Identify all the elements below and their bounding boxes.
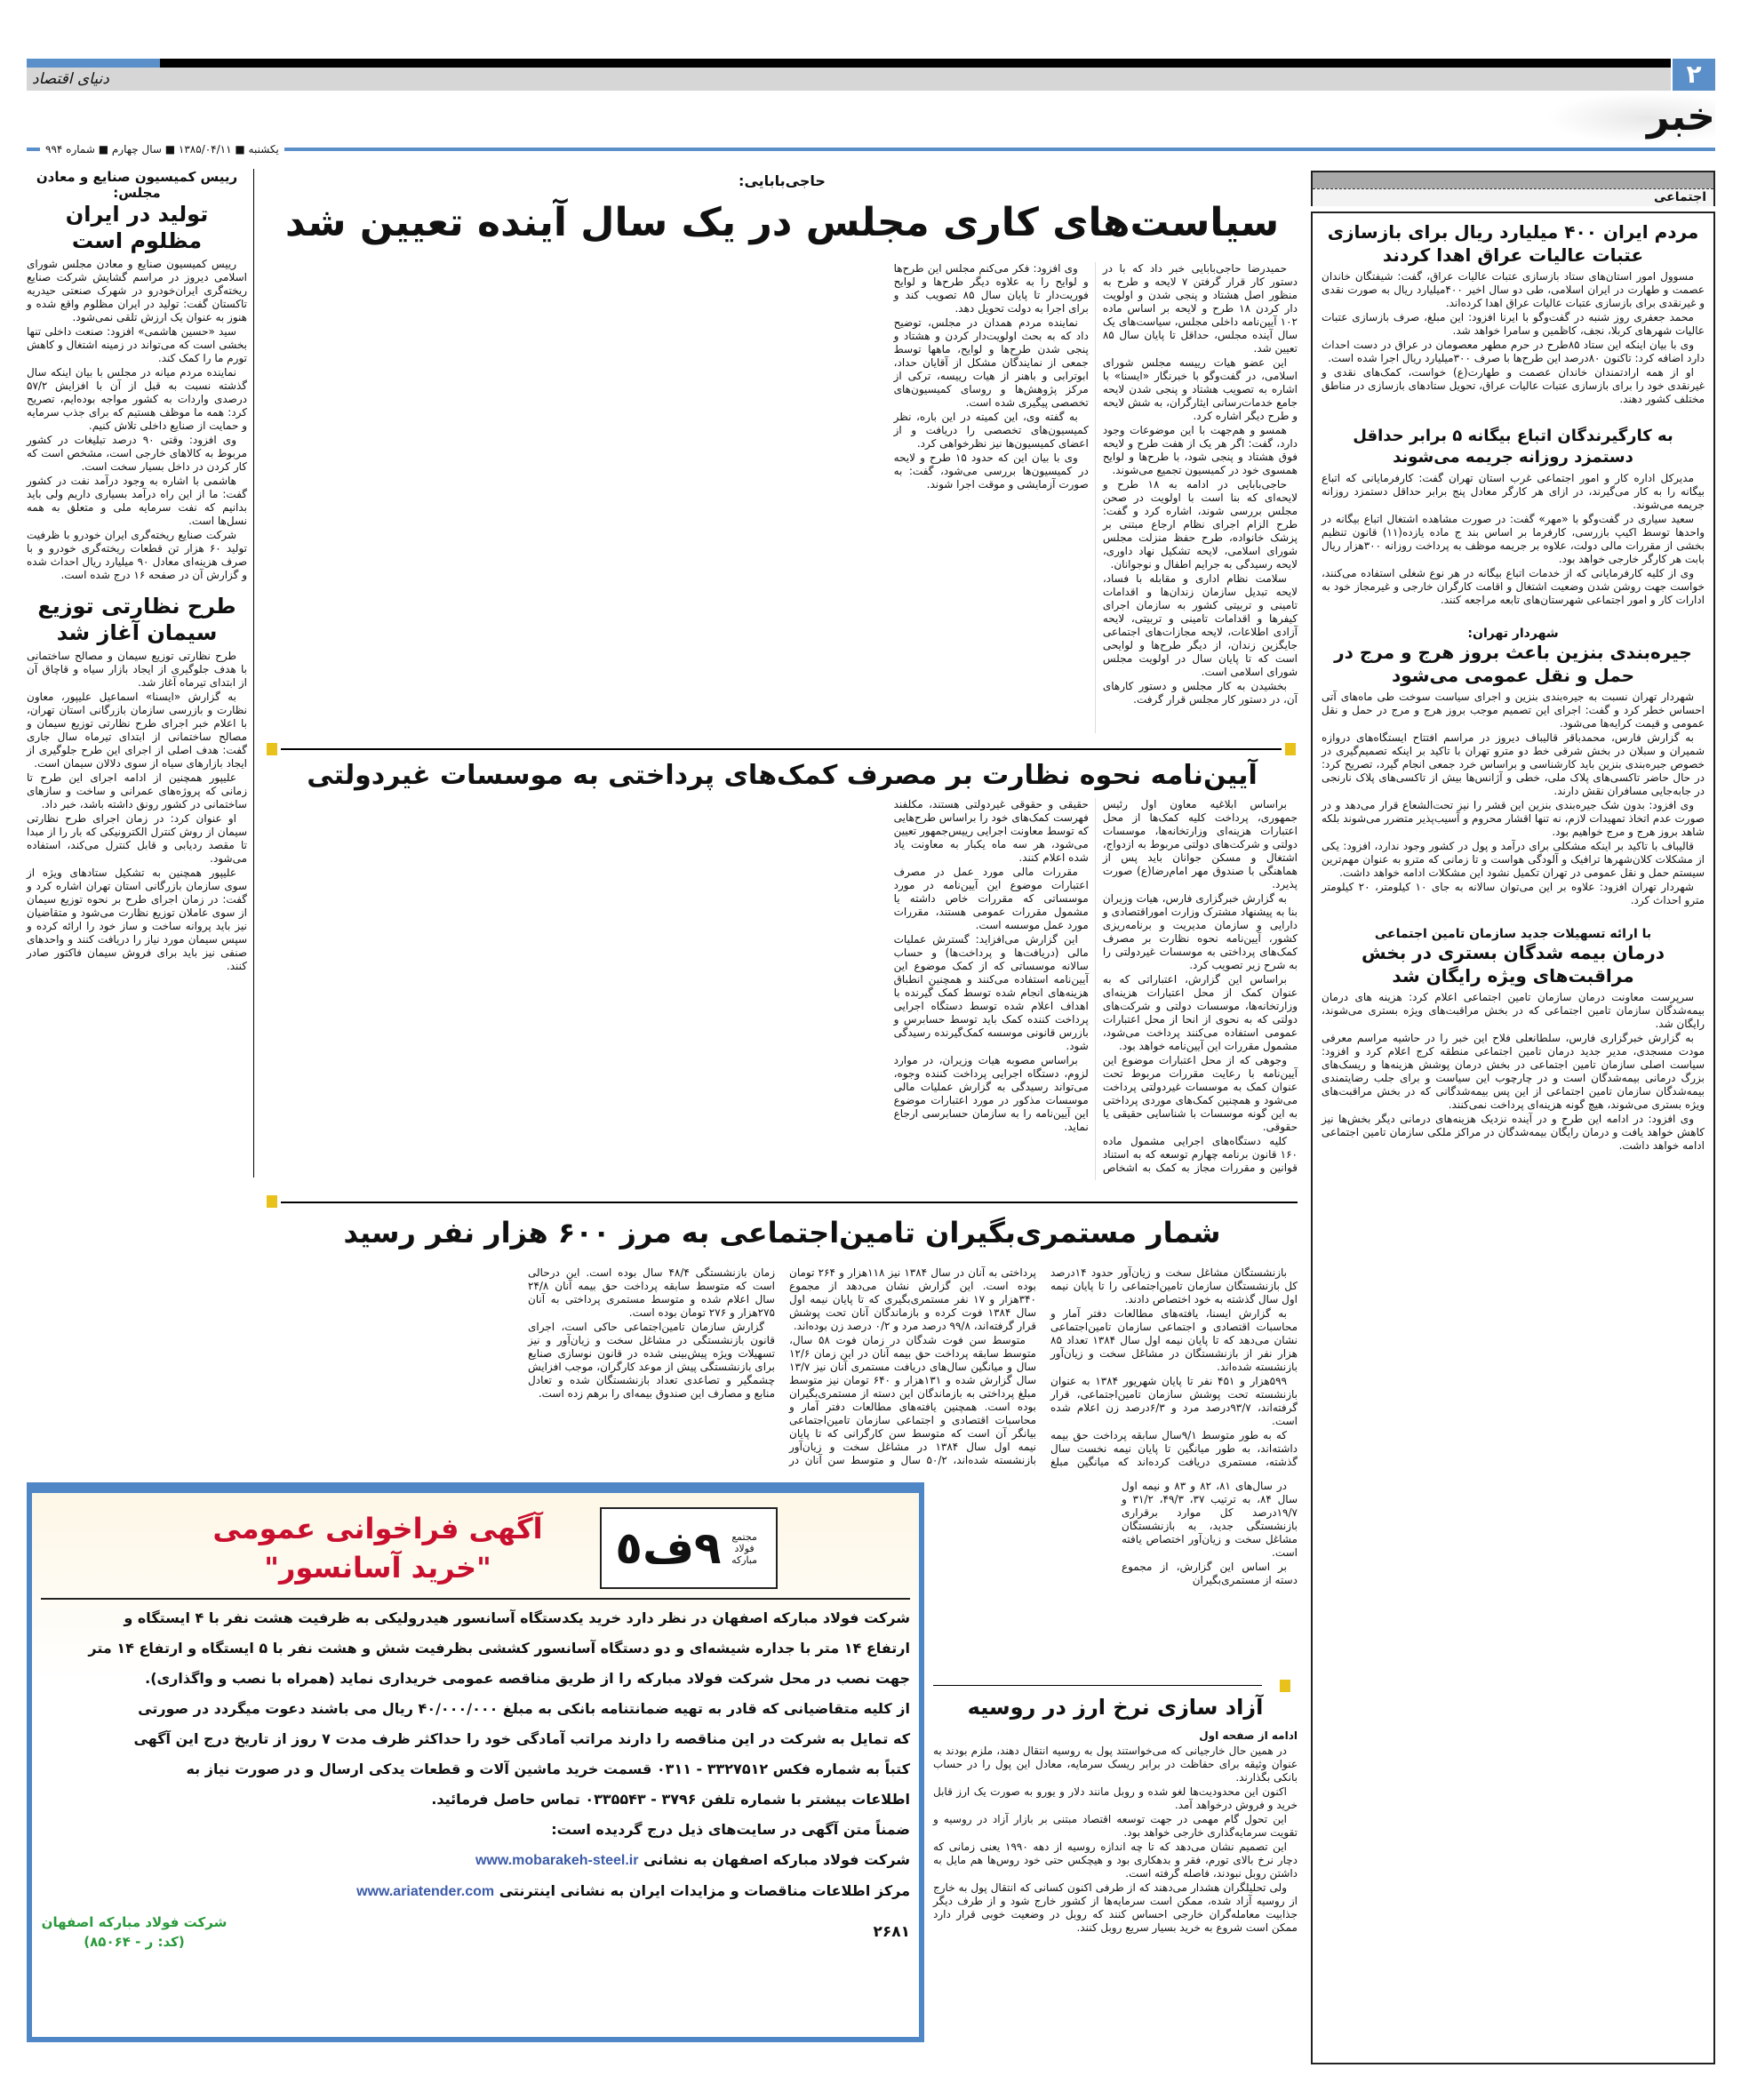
regulation-headline: آیین‌نامه نحوه نظارت بر مصرف کمک‌های پرداختی به موسسات غیردولتی (307, 760, 1258, 791)
article-body (27, 258, 247, 582)
paragraph: طرح نظارتی توزیع سیمان و مصالح ساختمانی با هدف جلوگیری از ایجاد بازار سیاه و قاچاق آن از ابتدای تیرماه آغاز شد. (27, 650, 247, 689)
section-label: اجتماعی (1654, 190, 1706, 204)
pension-body (267, 1266, 1298, 1475)
paragraph: شهردار تهران افزود: علاوه بر این می‌توان سالانه به جای ۱۰ کیلومتر، ۲۰ کیلومتر مترو احداث کرد. (1322, 881, 1705, 906)
site2-link[interactable]: www.ariatender.com (356, 1884, 495, 1899)
article-kicker: با ارائه تسهیلات جدید سازمان تامین اجتماعی (1374, 927, 1652, 941)
logo-caption: مجتمع فولاد مبارکه (731, 1530, 758, 1566)
ad-line: جهت نصب در محل شرکت فولاد مبارکه را از طریق مناقصه عمومی خریداری نماید (همراه با نصب و واگذاری). (145, 1670, 910, 1687)
paragraph: سید «حسین هاشمی» افزود: صنعت داخلی تنها بخشی است که می‌تواند در زمینه اشتغال و کاهش تورم ما را کمک کند. (27, 325, 247, 364)
article-headline: جیره‌بندی بنزین باعث بروز هرج و مرج در حمل و نقل عمومی می‌شود (1334, 642, 1692, 686)
paragraph: وی با بیان این که حدود ۱۵ طرح و لایحه در کمیسیون‌ها بررسی می‌شود، گفت: به صورت آزمایشی و موقت اجرا شوند. (893, 451, 1089, 491)
paragraph: علیپور همچنین به تشکیل ستادهای ویژه از سوی سازمان بازرگانی استان تهران اشاره کرد و گفت: در زمان اجرای طرح بر نحوه توزیع سیمان از سوی عاملان توزیع نظارت می‌شود و متقاضیان نیز باید پروانه ساخت و ساز خود را ارائه کرده و سپس سیمان مورد نیاز را دریافت کنند و واحدهای صنفی نیز باید برای فروش سیمان فاکتور صادر کنند. (27, 866, 247, 972)
paragraph: مقررات مالی مورد عمل در مصرف اعتبارات موضوع این آیین‌نامه در مورد موسساتی که مقررات خاص داشته یا مشمول مقررات عمومی هستند، مقررات مورد عمل موسسه است. (893, 866, 1089, 931)
paragraph: این تصمیم نشان می‌دهد که تا چه اندازه روسیه از دهه ۱۹۹۰ یعنی زمانی که دچار نرخ بالای تورم، فقر و بدهکاری بود و هیچکس حتی خود روس‌ها هم مایل به داشتن روبل نبودند، فاصله گرفته است. (933, 1840, 1298, 1880)
sidebar-left (27, 169, 247, 974)
ad-line: شرکت فولاد مبارکه اصفهان در نظر دارد خرید یکدستگاه آسانسور هیدرولیکی به ظرفیت هشت نفر با ۴ ایستگاه و (124, 1609, 910, 1626)
company-name: شرکت فولاد مبارکه اصفهان (41, 1914, 228, 1930)
paragraph: به گزارش خبرگزاری فارس، هیات وزیران بنا به پیشنهاد مشترک وزارت اموراقتصادی و دارایی و سازمان مدیریت و برنامه‌ریزی کشور، آیین‌نامه نحوه نظارت بر مصرف کمک‌های پرداختی به موسسات غیردولتی را به شرح زیر تصویب کرد. (1102, 892, 1298, 971)
paragraph: ولی تحلیلگران هشدار می‌دهند که از طرفی اکنون کسانی که انتقال پول به خارج از روسیه آزاد شده، ممکن است سرمایه‌ها از کشور خارج شود و از طرف دیگر جذابیت معامله‌گران خارجی احساس کنند که روبل در وضعیت خوبی قرار دارد ممکن است شروع به خرید بسیار سریع روبل کنند. (933, 1881, 1298, 1934)
article-kicker: رییس کمیسیون صنایع و معادن مجلس: (36, 169, 238, 201)
tender-advertisement (27, 1482, 924, 2042)
paragraph: همسو و هم‌جهت با این موضوعات وجود دارد، گفت: اگر هر یک از هفت طرح و لایحه فوق هشتاد و پنجی شود، با طرح‌ها و لوایح همسوی خود در کمیسیون تجمیع می‌شوند. (1102, 424, 1298, 476)
paragraph: سعید سیاری در گفت‌وگو با «مهر» گفت: در صورت مشاهده اشتغال اتباع بیگانه در واحدها توسط اکیپ بازرسی، کارفرما بر اساس بند ج ماده یازده(۱۱) قانون تنظیم بخشی از مقررات مالی دولت، علاوه بر جریمه موظف به پرداخت روزانه ۳۰۰هزار ریال بابت هر کارگر خارجی خواهد بود. (1322, 513, 1705, 565)
article-headline: مردم ایران ۴۰۰ میلیارد ریال برای بازسازی عتبات عالیات عراق اهدا کردند (1327, 221, 1699, 266)
article-body (1322, 472, 1705, 607)
site1-link[interactable]: www.mobarakeh-steel.ir (475, 1853, 639, 1868)
currency-headline: آزاد سازی نرخ ارز در روسیه (967, 1695, 1264, 1720)
paragraph: وجوهی که از محل اعتبارات موضوع این آیین‌نامه با رعایت مقررات مربوط تحت عنوان کمک به موسسات غیردولتی پرداخت می‌شود و همچنین کمک‌های موردی پرداختی به این گونه موسسات با شناسایی حقیقی یا حقوقی. (1102, 1054, 1298, 1133)
paragraph: به گزارش «ایسنا» اسماعیل علیپور، معاون نظارت و بازرسی سازمان بازرگانی استان تهران، با اعلام خبر اجرای طرح نظارتی توزیع سیمان و مصالح ساختمانی از ابتدای تیرماه سال جاری گفت: هدف اصلی از اجرای این طرح جلوگیری از ایجاد بازارهای سیاه از سوی دلالان سیمان است. (27, 691, 247, 770)
paragraph: مدیرکل اداره کار و امور اجتماعی غرب استان تهران گفت: کارفرمایانی که اتباع بیگانه را به کار می‌گیرند، در ازای هر کارگر معادل پنج برابر حداقل دستمزد روزانه جریمه می‌شوند. (1322, 472, 1705, 511)
paragraph: وی از کلیه کارفرمایانی که از خدمات اتباع بیگانه در هر نوع شغلی استفاده می‌کنند، خواست جهت روشن شدن وضعیت اشتغال و اقامت کارگران خارجی و غیرمجاز خود به ادارات کار و امور اجتماعی شهرستان‌های تابعه مراجعه کنند. (1322, 567, 1705, 606)
article-body (1322, 270, 1705, 406)
ad-footer (41, 1912, 910, 1952)
paragraph: هاشمی با اشاره به وجود درآمد نفت در کشور گفت: ما از این راه درآمد بسیاری داریم ولی باید بدانیم که نفت سرمایه ملی و متعلق به همه نسل‌ها است. (27, 475, 247, 527)
section-rule (933, 1685, 1262, 1686)
section-marker (1285, 743, 1296, 755)
paragraph: او عنوان کرد: در زمان اجرای طرح نظارتی سیمان از روش کنترل الکترونیکی که بار را از مبدا تا مقصد ردیابی و قابل کنترل می‌کند، استفاده می‌شود. (27, 812, 247, 865)
company-logo (600, 1507, 778, 1589)
ad-line: ارتفاع ۱۴ متر با جداره شیشه‌ای و دو دستگاه آسانسور کششی بظرفیت شش و هشت نفر با ۵ ایستگاه و ارتفاع ۱۴ متر (88, 1640, 910, 1657)
article-headline: درمان بیمه شدگان بستری در بخش مراقبت‌های ویژه رایگان شد (1362, 942, 1665, 986)
masthead-accent (27, 59, 160, 68)
main-headline: سیاست‌های کاری مجلس در یک سال آینده تعیین شد (284, 200, 1280, 245)
paragraph: به گزارش فارس، محمدباقر قالیباف دیروز در مراسم افتتاح ایستگاه‌های دروازه شمیران و سبلان در بخش شرقی خط دو مترو تهران با تاکید بر اینکه تصمیم‌گیری در خصوص جیره‌بندی بنزین باید کارشناسی و براساس خرد جمعی انجام گیرد، تصریح کرد: در حال حاضر تاکسی‌های پلاک ملی، خطی و آژانس‌ها بیش از تاکسی‌های پلاک نارنجی در جابه‌جایی مسافران نقش دارند. (1322, 731, 1705, 797)
ad-line: ضمناً متن آگهی در سایت‌های ذیل درج گردیده است: (551, 1821, 910, 1838)
paragraph: قالیباف با تاکید بر اینکه مشکلی برای درآمد و پول در کشور وجود ندارد، افزود: یکی از مشکلات کلان‌شهرها ترافیک و آلودگی هواست و تا زمانی که مترو به عنوان مهم‌ترین سیستم حمل و نقل عمومی در تهران تکمیل نشود این مشکلات ادامه خواهد داشت. (1322, 840, 1705, 879)
ad-rule (41, 1598, 910, 1600)
site2-label: مرکز اطلاعات مناقصات و مزایدات ایران به نشانی اینترنتی (499, 1882, 910, 1899)
paragraph: گزارش سازمان تامین‌اجتماعی حاکی است، اجرای قانون بازنشستگی در مشاغل سخت و زیان‌آور و نیز تسهیلات ویژه پیش‌بینی شده در قانون نوسازی صنایع برای بازنشستگی پیش از موعد کارگران، موجب افزایش چشمگیر و تصاعدی تعداد بازنشستگان شده و تعادل منابع و مصارف این صندوق بیمه‌ای را برهم زده است. (528, 1321, 775, 1400)
article-headline: تولید در ایران مظلوم است (65, 202, 209, 253)
ad-title: آگهی فراخوانی عمومی (212, 1512, 543, 1545)
paragraph: کلیه دستگاه‌های اجرایی مشمول ماده ۱۶۰ قانون برنامه چهارم توسعه که به استناد قوانین و مقررات مجاز به کمک به اشخاص حقیقی و حقوقی غیردولتی هستند، مکلفند فهرست کمک‌های خود را براساس طرح‌هایی که توسط معاونت اجرایی رییس‌جمهور تعیین می‌شود، هر سه ماه یکبار به معاونت یاد شده اعلام کنند. (893, 798, 1298, 1174)
paragraph: نماینده مردم میانه در مجلس با بیان اینکه سال گذشته نسبت به قبل از آن با افزایش ۵۷/۲ درصدی واردات به کشور مواجه بوده‌ایم، تصریح کرد: همه ما موظف هستیم که برای جذب سرمایه و حمایت از صنایع داخلی تلاش کنیم. (27, 366, 247, 432)
paragraph: در همین حال خارجیانی که می‌خواستند پول به روسیه انتقال دهند، ملزم بودند به عنوان وثیقه برای حفاظت در برابر ریسک سرمایه، معادل این پول را در حساب بانکی بگذارند. (933, 1745, 1298, 1784)
ad-site2 (41, 1876, 910, 1907)
section-title: خبر (1646, 94, 1715, 140)
article-headline: به کارگیرندگان اتباع بیگانه ۵ برابر حداقل دستمزد روزانه جریمه می‌شوند (1353, 427, 1673, 467)
paragraph: او از همه ارادتمندان خاندان عصمت و طهارت(ع) خواست، کمک‌های نقدی و غیرنقدی خود را برای بازسازی عتبات عالیات عراق، تحویل ستادهای بازسازی در مناطق مختلف کشور دهند. (1322, 366, 1705, 405)
ad-code: (کد: ر - ۸۵۰۶۴) (84, 1934, 185, 1950)
paragraph: حمیدرضا حاجی‌بابایی خبر داد که با در دستور کار قرار گرفتن ۷ لایحه و طرح به منظور اصل هشتاد و پنجی شدن و اولویت دار کردن ۱۸ طرح و لایحه بر اساس ماده ۱۰۲ آیین‌نامه داخلی مجلس، سیاست‌های یک سال آینده مجلس، حداقل تا پایان سال ۸۵ تعیین شد. (1102, 262, 1298, 355)
ad-number: ۲۶۸۱ (873, 1923, 910, 1941)
ad-body (41, 1603, 910, 1907)
paragraph: محمد جعفری روز شنبه در گفت‌وگو با ایرنا افزود: این مبلغ، صرف بازسازی عتبات عالیات شهرهای کربلا، نجف، کاظمین و سامرا خواهد شد. (1322, 311, 1705, 337)
paragraph: علیپور همچنین از ادامه اجرای این طرح تا زمانی که پروژه‌های عمرانی و ساخت و سازهای ساختمانی در کشور رونق داشته باشد، خبر داد. (27, 771, 247, 810)
article-body (1322, 991, 1705, 1153)
continued-note: ادامه از صفحه اول (1199, 1729, 1298, 1742)
section-marker (267, 743, 277, 755)
ad-titles (173, 1509, 582, 1587)
paragraph: بخشیدن به کار مجلس و دستور کارهای آن، در دستور کار مجلس قرار گرفت. (1102, 680, 1298, 706)
main-article-body (267, 262, 1298, 733)
paragraph: این عضو هیات رییسه مجلس شورای اسلامی، در گفت‌وگو با خبرنگار «ایسنا» با اشاره به تصویب هشتاد و پنجی شدن لایحه جامع خدمات‌رسانی ایثارگران، به شش لایحه و طرح دیگر اشاره کرد. (1102, 356, 1298, 422)
paragraph: وی افزود: فکر می‌کنم مجلس این طرح‌ها و لوایح را به علاوه دیگر طرح‌ها و لوایح فوریت‌دار تا پایان سال ۸۵ تصویب کند و برای اجرا به دولت تحویل دهد. (893, 262, 1089, 315)
paragraph: نماینده مردم همدان در مجلس، توضیح داد که به بحث اولویت‌دار کردن و هشتاد و پنجی شدن طرح‌ها و لوایح، ماهها توسط جمعی از نمایندگان مشکل از آقایان حداد، ابوترابی و باهنر از هیات رییسه، ترکی از مرکز پژوهش‌ها و روسای کمیسیون‌های تخصصی پیگیری شده است. (893, 316, 1089, 409)
paragraph: بر اساس این گزارش، از مجموع دسته از مستمری‌بگیران (1122, 1561, 1298, 1586)
paragraph: رییس کمیسیون صنایع و معادن مجلس شورای اسلامی دیروز در مراسم گشایش شرکت صنایع ریخته‌گری ایران‌خودرو در شهرک صنعتی حیدریه تاکستان گفت: تولید در ایران مظلوم واقع شده و هنوز به عنوان یک ارزش تلقی نمی‌شود. (27, 258, 247, 323)
section-marker (267, 1195, 277, 1208)
paragraph: این تحول گام مهمی در جهت توسعه اقتصاد مبتنی بر بازار آزاد در روسیه و تقویت سرمایه‌گذاری خارجی خواهد بود. (933, 1813, 1298, 1839)
paragraph: اکنون این محدودیت‌ها لغو شده و روبل مانند دلار و یورو به صورت یک ارز قابل خرید و فروش درخواهد آمد. (933, 1785, 1298, 1811)
paragraph: سرپرست معاونت درمان سازمان تامین اجتماعی اعلام کرد: هزینه های درمان بیمه‌شدگان سازمان تامین اجتماعی که در بخش مراقبت‌های ویژه بستری می‌شوند، رایگان شد. (1322, 991, 1705, 1030)
pension-body-continued (933, 1480, 1298, 1666)
ad-company (41, 1912, 228, 1952)
paragraph: در سال‌های ۸۱، ۸۲ و ۸۳ و نیمه اول سال ۸۴، به ترتیب ۳۷، ۴۹/۳، ۳۱/۲ و ۱۹/۷درصد کل موارد برقراری بازنشستگی جدید، به بازنشستگان مشاغل سخت و زیان‌آور اختصاص یافته است. (1122, 1480, 1298, 1559)
article-headline: طرح نظارتی توزیع سیمان آغاز شد (37, 594, 236, 645)
paragraph: حاجی‌بابایی در ادامه به ۱۸ طرح و لایحه‌ای که بنا است با اولویت در صحن مجلس بررسی شوند، اشاره کرد و گفت: طرح الزام اجرای نظام ارجاع مبتنی بر پزشک خانواده، طرح حفظ منزلت مجلس شورای اسلامی، لایحه تشکیل نهاد داوری، لایحه رسیدگی به جرایم اطفال و نوجوانان. (1102, 478, 1298, 571)
paragraph: سلامت نظام اداری و مقابله با فساد، لایحه تبدیل سازمان زندان‌ها و اقدامات تامینی و تربیتی کشور به سازمان اجرای کیفرها و اقدامات تامینی و تربیتی، لایحه آزادی اطلاعات، لایحه مجازات‌های اجتماعی جایگزین زندان، از دیگر طرح‌ها و لوایحی است که تا پایان سال در اولویت مجلس شورای اسلامی است. (1102, 572, 1298, 678)
ad-subtitle: "خرید آسانسور" (264, 1551, 491, 1585)
dateline: یکشنبه ■ ۱۳۸۵/۰۴/۱۱ ■ سال چهارم ■ شماره ۹۹۴ (40, 142, 284, 156)
regulation-body (267, 798, 1298, 1180)
section-rule (281, 1202, 1298, 1203)
ad-line: که تمایل به شرکت در این مناقصه را دارند مراتب آمادگی خود را حداکثر ظرف مدت ۷ روز از تاریخ درج این آگهی (133, 1730, 910, 1747)
paragraph: وی افزود: در ادامه این طرح و در آینده نزدیک هزینه‌های درمانی دیگر بخش‌ها نیز کاهش خواهد یافت و درمان رایگان بیمه‌شدگان در مراکز ملکی سازمان تامین اجتماعی ادامه خواهد داشت. (1322, 1113, 1705, 1152)
paragraph: براساس ابلاغیه معاون اول رئیس جمهوری، پرداخت کلیه کمک‌ها از محل اعتبارات هزینه‌ای وزارتخانه‌ها، موسسات دولتی و شرکت‌های دولتی مربوط به ازدواج، اشتغال و مسکن جوانان باید پس از هماهنگی با صندوق مهر امام‌رضا(ع) صورت پذیرد. (1102, 798, 1298, 890)
page-number: ۲ (1673, 59, 1715, 91)
section-label-bar (1311, 171, 1715, 206)
paragraph: براساس مصوبه هیات وزیران، در موارد لزوم، دستگاه اجرایی پرداخت کننده وجوه، می‌تواند رسیدگی به گزارش عملیات مالی موسسات مذکور در مورد اعتبارات موضوع این آیین‌نامه را به سازمان حسابرسی ارجاع نماید. (893, 1054, 1089, 1133)
paragraph: شرکت صنایع ریخته‌گری ایران خودرو با ظرفیت تولید ۶۰ هزار تن قطعات ریخته‌گری خودرو و با صرف هزینه‌ای معادل ۹۰ میلیارد ریال احداث شده و گزارش آن در صفحه ۱۶ درج شده است. (27, 529, 248, 581)
logo-mark-icon: ٩ف٥ (615, 1522, 722, 1574)
paragraph: براساس این گزارش، اعتباراتی که به عنوان کمک از محل اعتبارات هزینه‌ای وزارتخانه‌ها، موسسات دولتی و شرکت‌های دولتی که به نحوی از انحا از محل اعتبارات عمومی استفاده می‌کنند پرداخت می‌شود، مشمول مقررات این آیین‌نامه خواهد بود. (1102, 973, 1298, 1052)
paragraph: وی با بیان اینکه این ستاد ۸۵طرح در حرم مطهر معصومان در عراق در دست احداث دارد اضافه کرد: تاکنون ۸۰درصد این طرح‌ها با صرف ۳۰۰میلیارد ریال اجرا شده است. (1322, 339, 1705, 364)
ad-line: از کلیه متقاضیانی که قادر به تهیه ضمانتنامه بانکی به مبلغ ۴۰/۰۰۰/۰۰۰ ریال می باشند دعوت میگردد در صورتی (138, 1700, 910, 1717)
paragraph: این گزارش می‌افزاید: گسترش عملیات مالی (دریافت‌ها و پرداخت‌ها) و حساب سالانه موسساتی که از کمک موضوع این آیین‌نامه استفاده می‌کنند و همچنین انطباق هزینه‌های انجام شده توسط کمک گیرنده با اهداف اعلام شده توسط دستگاه اجرایی پرداخت کننده کمک باید توسط حسابرس و بازرس قانونی موسسه کمک‌گیرنده رسیدگی شود. (893, 933, 1089, 1052)
paragraph: شهردار تهران نسبت به جیره‌بندی بنزین و اجرای سیاست سوخت طی ماه‌های آتی احساس خطر کرد و گفت: اجرای این تصمیم موجب بروز هرج و مرج در حمل و نقل عمومی و قیمت کرایه‌ها می‌شود. (1322, 691, 1705, 730)
article-body (1322, 691, 1705, 907)
paragraph: به گزارش ایسنا، یافته‌های مطالعات دفتر آمار و محاسبات اقتصادی و اجتماعی سازمان تامین‌اجتماعی نشان می‌دهد که تا پایان نیمه اول سال ۱۳۸۴ تعداد ۸۵ هزار نفر از بازنشستگان در مشاغل سخت و زیان‌آور بازنشسته شده‌اند. (1050, 1307, 1298, 1373)
currency-body (933, 1729, 1298, 1936)
paragraph: که به طور متوسط ۹/۱سال سابقه پرداخت حق بیمه داشته‌اند، به طور میانگین تا پایان نیمه نخست سال گذشته، مستمری دریافت کرده‌اند که میانگین مبلغ پرداختی به آنان در سال ۱۳۸۴ نیز ۱۱۸هزار و ۲۶۴ تومان بوده است. این گزارش نشان می‌دهد از مجموع ۳۴۰هزار و ۱۷ نفر مستمری‌بگیری که تا پایان نیمه اول سال ۱۳۸۴ فوت کرده و بازماندگان آنان تحت پوشش قرار گرفته‌اند، ۹۹/۸ درصد مرد و ۰/۲ درصد زن بوده‌اند. (789, 1266, 1298, 1468)
paragraph: وی افزود: وقتی ۹۰ درصد تبلیغات در کشور مربوط به کالاهای خارجی است، مشخص است که کار کردن در داخل بسیار سخت است. (27, 434, 247, 473)
ad-line: کتباً به شماره فکس ۳۳۲۷۵۱۲ - ۰۳۱۱ قسمت خرید ماشین آلات و قطعات یدکی ارسال و در صورت نیاز به (186, 1761, 910, 1777)
main-kicker: حاجی‌بابایی: (739, 172, 826, 189)
sidebar-right (1311, 212, 1715, 2064)
section-rule (281, 748, 1282, 750)
masthead-bar (27, 59, 1671, 68)
column-divider (253, 169, 254, 1178)
paragraph: به گفته وی، این کمیته در این باره، نظر کمیسیون‌های تخصصی را دریافت و از اعضای کمیسیون‌ها نیز نظرخواهی کرد. (893, 411, 1089, 450)
paragraph: بازنشستگان مشاغل سخت و زیان‌آور حدود ۱۴درصد کل بازنشستگان سازمان تامین‌اجتماعی را تا پایان نیمه اول سال گذشته به خود اختصاص دادند. (1050, 1266, 1298, 1306)
site1-label: شرکت فولاد مبارکه اصفهان به نشانی (643, 1851, 910, 1868)
article-body (27, 650, 247, 973)
article-kicker: شهردار تهران: (1467, 627, 1559, 641)
ad-site1 (41, 1845, 910, 1876)
ad-line: اطلاعات بیشتر با شماره تلفن ۳۷۹۶ - ۰۳۳۵۵۴۳ تماس حاصل فرمائید. (431, 1791, 910, 1808)
masthead-band (27, 68, 1671, 91)
paragraph: به گزارش خبرگزاری فارس، سلطانعلی فلاح این خبر را در حاشیه مراسم معرفی مودت مسجدی، مدیر جدید درمان تامین اجتماعی منطقه کرج اعلام کرد و افزود: سیاست اصلی سازمان تامین اجتماعی در بخش درمان پوشش هزینه‌ها و ریسک‌های بزرگ درمانی بیمه‌شدگان است و در چارچوب این سیاست و برای جلب رضایتمندی بیمه‌شدگان سازمان تامین اجتماعی از این پس بیمه‌شدگانی که در بخش مراقبت‌های ویژه بستری می‌شوند، هیچ گونه هزینه‌ای پرداخت نمی‌کنند. (1322, 1032, 1705, 1111)
newspaper-logo: دنیای اقتصاد (32, 70, 109, 88)
paragraph: ۵۹۹هزار و ۴۵۱ نفر تا پایان شهریور ۱۳۸۴ به عنوان بازنشسته تحت پوشش سازمان تامین‌اجتماعی، قرار گرفته‌اند، ۹۳/۷درصد مرد و ۶/۳درصد زن اعلام شده است. (1050, 1375, 1298, 1427)
pension-headline: شمار مستمری‌بگیران تامین‌اجتماعی به مرز ۶۰۰ هزار نفر رسید (343, 1216, 1221, 1250)
paragraph: متوسط سن فوت شدگان در زمان فوت ۵۸ سال، متوسط سابقه پرداخت حق بیمه آنان در این زمان ۱۲/۶ سال و میانگین سال‌های دریافت مستمری آنان نیز ۱۳/۷ سال گزارش شده و ۱۳۱هزار و ۶۴۰ تومان نیز متوسط مبلغ پرداختی به بازماندگان این دسته از مستمری‌بگیران بوده است. همچنین یافته‌های مطالعات دفتر آمار و محاسبات اقتصادی و اجتماعی سازمان تامین‌اجتماعی بیانگر آن است که متوسط سن کارگرانی که تا پایان نیمه اول سال ۱۳۸۴ در مشاغل سخت و زیان‌آور بازنشسته شده‌اند، ۵۰/۲ سال و متوسط سن آنان در زمان بازنشستگی ۴۸/۴ سال بوده است. این درحالی است که متوسط سابقه پرداخت حق بیمه آنان ۲۴/۸ سال اعلام شده و متوسط مستمری پرداختی به آنان ۲۷۵هزار و ۲۷۶ تومان بوده است. (528, 1266, 1036, 1466)
paragraph: وی افزود: بدون شک جیره‌بندی بنزین این قشر را نیز تحت‌الشعاع قرار می‌دهد و در صورت عدم اتخاذ تمهیدات لازم، نه تنها اقشار محروم و آسیب‌پذیر متضرر می‌شوند بلکه شاهد بروز هرج و مرج خواهیم بود. (1322, 799, 1705, 838)
ad-header (41, 1505, 910, 1591)
paragraph: مسوول امور استان‌های ستاد بازسازی عتبات عالیات عراق، گفت: شیفتگان خاندان عصمت و طهارت در ایران اسلامی، طی دو سال اخیر ۴۰۰میلیارد ریال به صورت نقدی و غیرنقدی برای بازسازی عتبات عالیات عراق اهدا کرده‌اند. (1322, 270, 1705, 309)
